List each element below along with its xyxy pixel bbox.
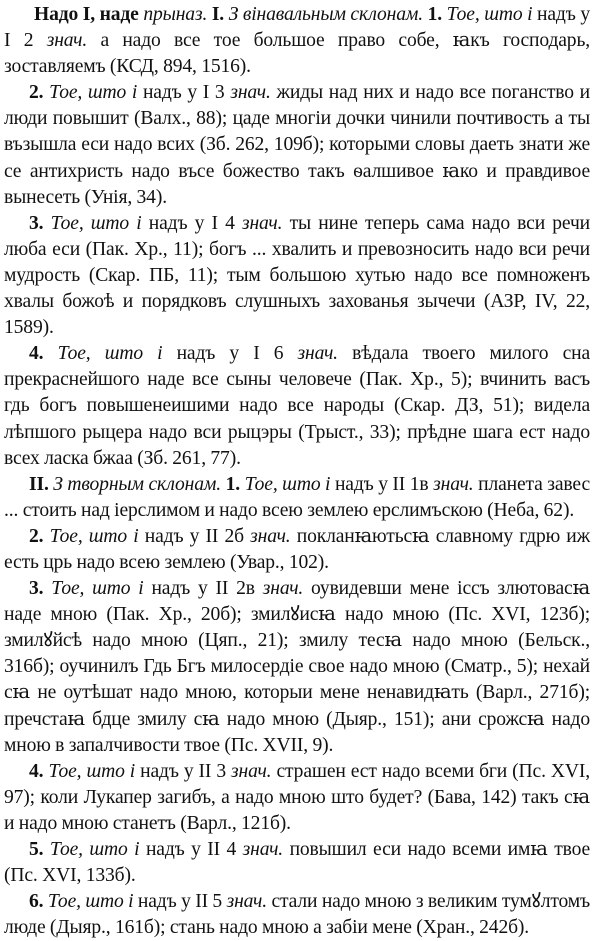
- dictionary-entry: [4, 2, 590, 941]
- cross-reference: надъ у I 6: [176, 343, 284, 365]
- cross-reference: надъ у I 4: [148, 212, 235, 234]
- gloss: Тое, што і: [57, 343, 163, 365]
- sense-number: 3.: [29, 578, 44, 600]
- cross-reference: надъ у II 4: [145, 839, 237, 860]
- znach-label: знач.: [226, 891, 267, 913]
- entry-paragraph-7: [4, 576, 590, 759]
- gloss: Тое, што і: [49, 839, 140, 860]
- gloss: Тое, што і: [50, 212, 142, 234]
- znach-label: знач.: [241, 212, 283, 234]
- znach-label: знач.: [297, 343, 338, 365]
- sense-number: 4.: [29, 343, 44, 365]
- entry-paragraph-9: [4, 837, 590, 889]
- gloss: Тое, што і: [49, 82, 138, 104]
- entry-paragraph-3: [4, 211, 590, 341]
- znach-label: знач.: [250, 525, 291, 547]
- sense-number: 5.: [29, 839, 44, 860]
- entry-paragraph-10: [4, 889, 590, 941]
- gloss: Тое, што і: [51, 578, 144, 600]
- gloss: Тое, што і: [446, 4, 533, 25]
- cross-reference: надъ у II 1в: [334, 473, 429, 495]
- sense-number: 4.: [29, 760, 44, 782]
- znach-label: знач.: [230, 82, 271, 104]
- entry-paragraph-8: [4, 759, 590, 837]
- citation-text: покланꙗютьсꙗ славному гдрю иж есть црь надо всею землею (Увар., 102).: [4, 525, 591, 573]
- cross-reference: надъ у II 3: [140, 760, 226, 782]
- znach-label: знач.: [262, 578, 304, 600]
- cross-reference: надъ у II 2б: [144, 525, 244, 547]
- citation-text: вѣдала твоего милого сна прекраснейшого наде все сыны человече (Пак. Хр., 5); вчинить васъ гдь богъ повышенеишими надо все народы (Скар. ДЗ, 51); видела лѣпшого рыцера надо вси рыцэры (Трыст., 33); прѣдне шага ест надо всех ласка бжаа (Зб. 261, 77).: [4, 343, 591, 469]
- cross-reference: надъ у II 2в: [151, 578, 255, 600]
- subsense-number: 1.: [427, 4, 442, 25]
- section-label: З вінавальным склонам.: [228, 4, 423, 25]
- citation-text: а надо все тое большое право собе, ꙗкъ господарь, зоставляемъ (КСД, 894, 1516).: [4, 30, 590, 78]
- section-label: З творным склонам.: [53, 473, 222, 495]
- sense-number: 6.: [29, 891, 44, 913]
- gloss: Тое, што і: [49, 525, 139, 547]
- citation-text: стали надо мною з великим тумꙋлтомъ люде (Дыяр., 161б); стань надо мною а забіи мене (Хран., 242б).: [4, 891, 590, 939]
- sense-number: I.: [211, 4, 225, 25]
- sense-number: 2.: [29, 525, 44, 547]
- znach-label: знач.: [433, 473, 474, 495]
- headword: Надо I, наде: [34, 4, 139, 25]
- cross-reference: надъ у I 2: [4, 4, 590, 52]
- citation-text: страшен ест надо всеми бги (Пс. XVI, 97); коли Лукапер загибъ, а надо мною што будет? (Бава, 142) такъ сꙗ и надо мною станетъ (Варл., 121б).: [4, 760, 591, 834]
- sense-number: 2.: [29, 82, 44, 104]
- citation-text: планета завес ... стоить над іерслимом и надо всею землею ерслимъскою (Неба, 62).: [4, 473, 591, 521]
- znach-label: знач.: [46, 30, 88, 52]
- entry-paragraph-2: [4, 80, 590, 210]
- znach-label: знач.: [242, 839, 284, 860]
- gloss: Тое, што і: [244, 473, 331, 495]
- cross-reference: надъ у I 3: [142, 82, 225, 104]
- subsense-number: 1.: [225, 473, 241, 495]
- sense-number: II.: [29, 473, 49, 495]
- citation-text: ты нине теперь сама надо вси речи люба еси (Пак. Хр., 11); богъ ... хвалить и превозносить надо вси речи мудрость (Скар. ПБ, 11); тым большою хутью надо все помноженъ хвалы божоѣ и порядковъ слушныхъ захованья зычечи (АЗР, IV, 22, 1589).: [4, 212, 590, 339]
- sense-number: 3.: [29, 212, 44, 234]
- citation-text: повышил еси надо всеми имꙗ твое (Пс. XVI, 133б).: [4, 839, 591, 887]
- entry-paragraph-1: [4, 2, 590, 80]
- part-of-speech: прыназ.: [143, 4, 208, 25]
- znach-label: знач.: [231, 760, 272, 782]
- entry-paragraph-6: [4, 524, 590, 576]
- citation-text: оувидевши мене іссъ злютовасꙗ наде мною (Пак. Хр., 20б); змилꙋисꙗ надо мною (Пс. XVI, 123б); змилꙋйсѣ надо мною (Цяп., 21); змилу тесꙗ надо мною (Бельск., 316б); оучинилъ Гдь Бгъ милосердіе свое надо мною (Сматр., 5); нехай сꙗ не оутѣшат надо мною, которыи мене ненавидꙗть (Варл., 271б); пречстаꙗ бдце змилу сꙗ надо мною (Дыяр., 151); ани срожсꙗ надо мною в запалчивости твое (Пс. XVII, 9).: [4, 578, 591, 756]
- entry-paragraph-4: [4, 341, 590, 471]
- gloss: Тое, што і: [48, 760, 136, 782]
- cross-reference: надъ у II 5: [137, 891, 223, 913]
- entry-paragraph-5: [4, 472, 590, 524]
- gloss: Тое, што і: [47, 891, 134, 913]
- citation-text: жиды над них и надо все поганство и люди повышит (Валх., 88); цаде многіи дочки чинили почтивость а ты възышла еси надо всих (Зб. 262, 109б); которыми словы даеть знати же се антихристь надо въсе божество такъ ѳалшивое ꙗко и правдивое вынесеть (Унія, 34).: [4, 82, 590, 208]
